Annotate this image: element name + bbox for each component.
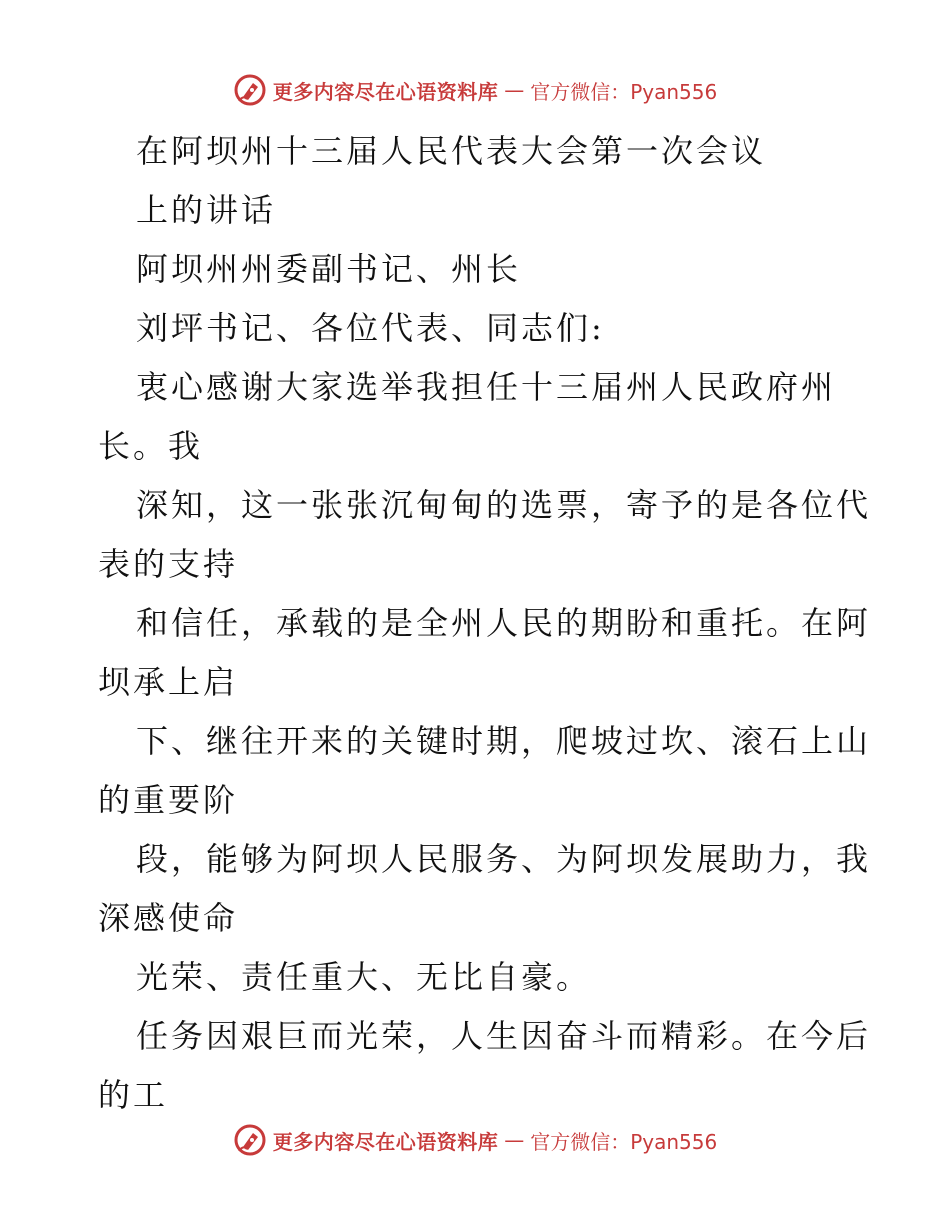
text-line: 段，能够为阿坝人民服务、为阿坝发展助力，我 <box>136 840 872 878</box>
header-banner <box>0 70 950 110</box>
text-line: 的工 <box>98 1076 169 1114</box>
text-line: 深感使命 <box>98 899 239 937</box>
text-line: 下、继往开来的关键时期，爬坡过坎、滚石上山 <box>136 722 872 760</box>
text-line: 表的支持 <box>98 545 239 583</box>
footer-brand-text: 更多内容尽在心语资料库 <box>272 1129 499 1154</box>
text-line: 长。我 <box>98 427 204 465</box>
text-line: 任务因艰巨而光荣，人生因奋斗而精彩。在今后 <box>136 1017 872 1055</box>
text-line: 上的讲话 <box>136 191 277 229</box>
text-line: 的重要阶 <box>98 781 239 819</box>
pen-nib-circle-icon <box>233 1123 267 1157</box>
footer-banner <box>0 1120 950 1160</box>
header-wechat-text: 官方微信：Pyan556 <box>530 79 718 104</box>
pen-nib-circle-icon <box>233 73 267 107</box>
document-body <box>98 122 872 1125</box>
header-separator: — <box>504 78 525 102</box>
text-line: 衷心感谢大家选举我担任十三届州人民政府州 <box>136 368 837 406</box>
text-line: 在阿坝州十三届人民代表大会第一次会议 <box>136 132 767 170</box>
text-line: 光荣、责任重大、无比自豪。 <box>136 958 592 996</box>
footer-wechat-text: 官方微信：Pyan556 <box>530 1129 718 1154</box>
text-line: 坝承上启 <box>98 663 239 701</box>
text-line: 刘坪书记、各位代表、同志们: <box>136 309 605 347</box>
footer-separator: — <box>504 1128 525 1152</box>
header-brand-text: 更多内容尽在心语资料库 <box>272 79 499 104</box>
text-line: 和信任，承载的是全州人民的期盼和重托。在阿 <box>136 604 872 642</box>
text-line: 深知，这一张张沉甸甸的选票，寄予的是各位代 <box>136 486 872 524</box>
text-line: 阿坝州州委副书记、州长 <box>136 250 522 288</box>
